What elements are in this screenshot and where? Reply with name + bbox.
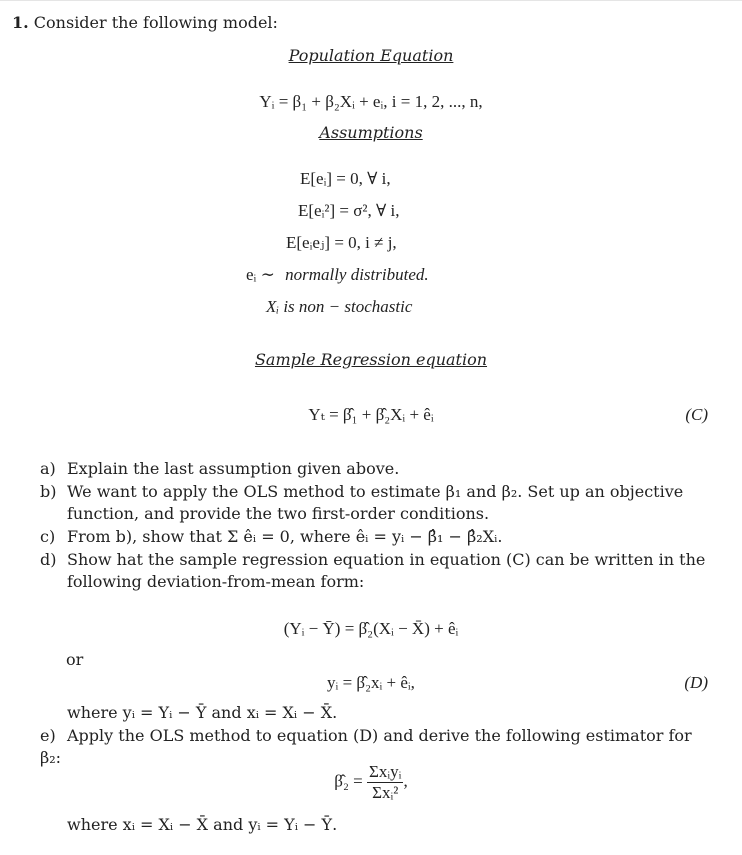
estimator-tail: , [403, 771, 408, 791]
item-b [40, 481, 712, 525]
deviation-short-equation: yᵢ = β̂₂xᵢ + êᵢ, [327, 673, 415, 692]
item-b-line2: function, and provide the two first-order conditions. [67, 504, 490, 523]
item-c-text: From b), show that Σ êᵢ = 0, where êᵢ = yᵢ − β̂₁ − β̂₂Xᵢ. [67, 527, 503, 546]
item-c-label: c) [40, 527, 56, 546]
assumptions-heading: Assumptions [319, 123, 423, 142]
question-number: 1. [12, 13, 29, 32]
top-border [0, 0, 742, 1]
population-equation: Yᵢ = β₁ + β₂Xᵢ + eᵢ, i = 1, 2, ..., n, [259, 92, 483, 111]
population-heading: Population Equation [288, 46, 454, 65]
item-d-line1: Show hat the sample regression equation in equation (C) can be written in the [67, 550, 706, 569]
sample-heading-row [0, 350, 742, 370]
where-note-e: where xᵢ = Xᵢ − X̄ and yᵢ = Yᵢ − Ȳ. [67, 815, 338, 834]
item-d-label: d) [40, 550, 57, 569]
assumption-non-stochastic: Xᵢ is non − stochastic [266, 297, 413, 316]
or-label: or [66, 650, 84, 669]
item-c [40, 526, 712, 548]
item-a-label: a) [40, 459, 56, 478]
assumption-normality-left: eᵢ ∼ [246, 265, 275, 284]
item-e-label: e) [40, 726, 56, 745]
assumption-mean-zero: E[eᵢ] = 0, ∀ i, [300, 169, 391, 188]
item-d [40, 549, 712, 593]
assumption-normality [246, 264, 429, 286]
item-a-text: Explain the last assumption given above. [67, 459, 400, 478]
estimator-numerator: Σxᵢyᵢ [368, 762, 402, 781]
where-note-d: where yᵢ = Yᵢ − Ȳ and xᵢ = Xᵢ − X̄. [67, 703, 338, 722]
question-header [12, 13, 278, 33]
assumption-normality-right: normally distributed. [285, 265, 429, 284]
question-intro: Consider the following model: [33, 13, 278, 32]
item-b-line1: We want to apply the OLS method to estimate β₁ and β₂. Set up an objective [67, 482, 684, 501]
item-b-label: b) [40, 482, 57, 501]
estimator-fraction [367, 762, 403, 803]
equation-tag-c: (C) [685, 405, 708, 424]
equation-tag-d: (D) [684, 673, 708, 692]
estimator-lhs: β̂₂ = [334, 771, 363, 791]
assumption-no-autocorrelation: E[eᵢeⱼ] = 0, i ≠ j, [286, 233, 397, 252]
deviation-equation: (Yᵢ − Ȳ) = β̂₂(Xᵢ − X̄) + êᵢ [283, 619, 459, 638]
item-e-text: Apply the OLS method to equation (D) and derive the following estimator for β₂: [40, 726, 692, 767]
sample-regression-equation: Yₜ = β̂₁ + β̂₂Xᵢ + êᵢ [308, 405, 434, 424]
item-d-line2: following deviation-from-mean form: [67, 572, 365, 591]
assumptions-heading-row [0, 123, 742, 143]
sample-heading: Sample Regression equation [254, 350, 488, 369]
estimator-equation [0, 762, 742, 803]
population-heading-row [0, 46, 742, 66]
estimator-denominator: Σxᵢ² [372, 783, 399, 802]
assumption-variance: E[eᵢ²] = σ², ∀ i, [298, 201, 400, 220]
item-a [40, 458, 712, 480]
